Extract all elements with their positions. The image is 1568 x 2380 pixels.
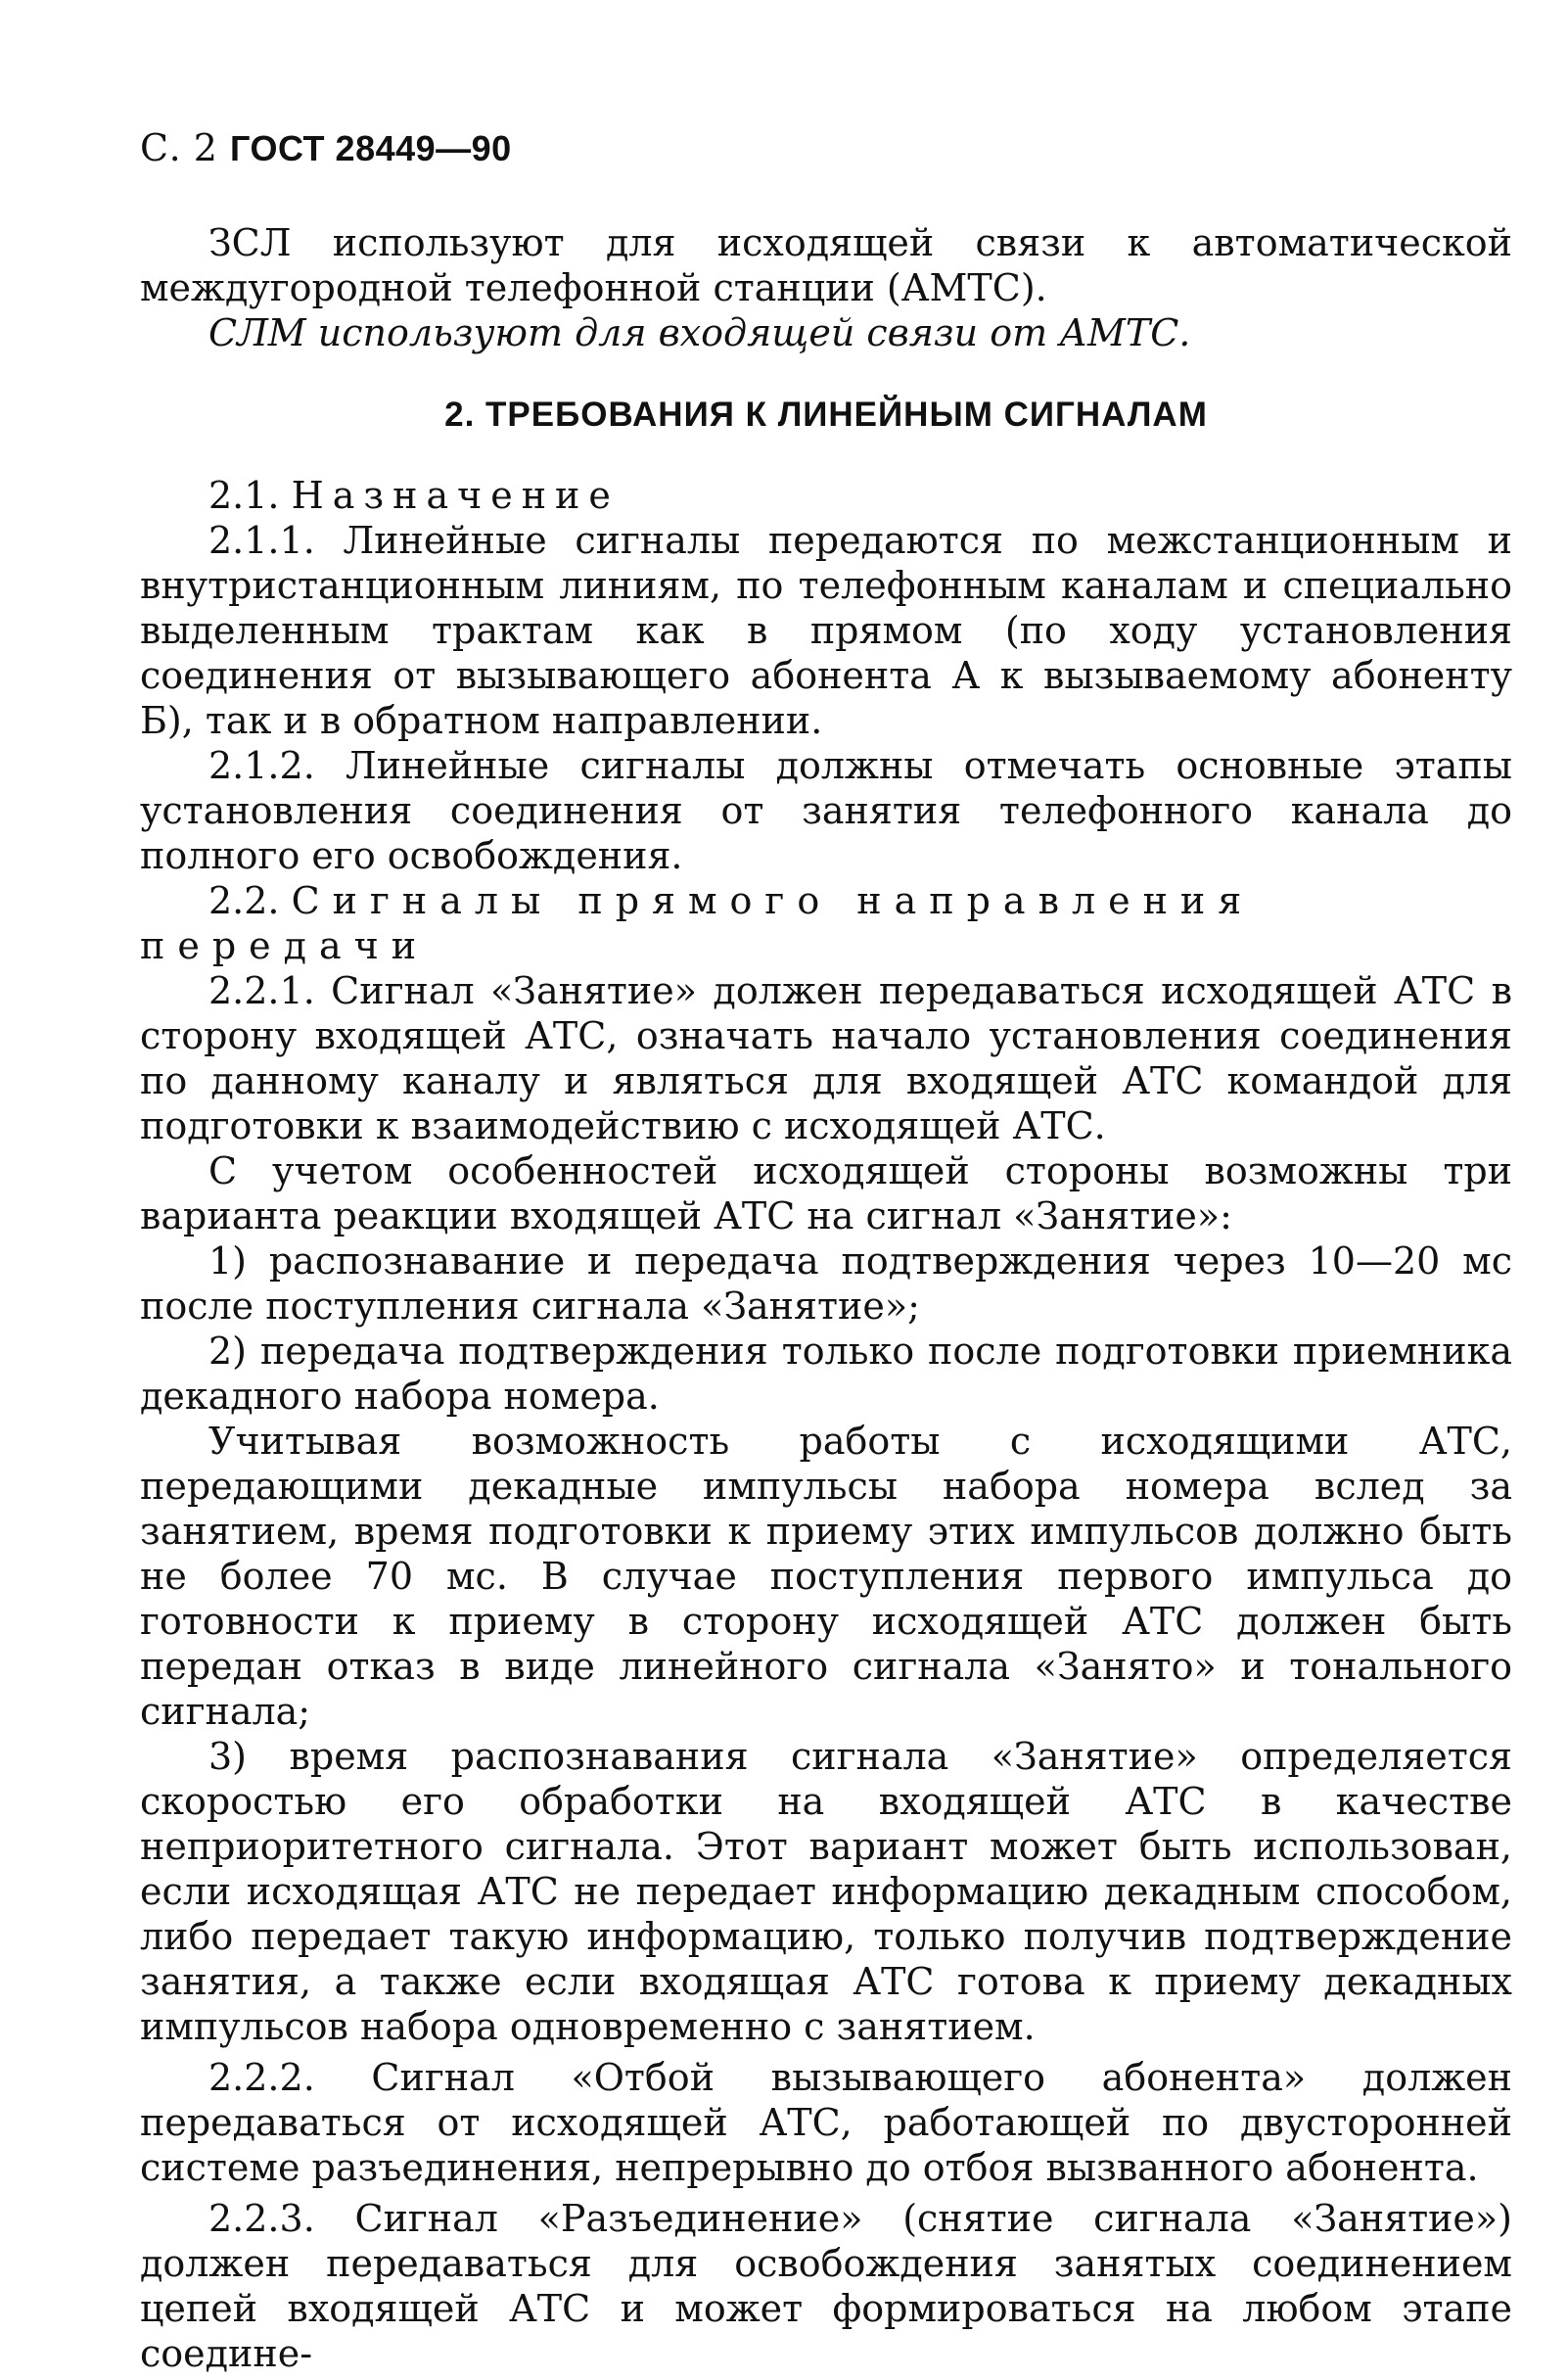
standard-number: ГОСТ 28449—90: [230, 128, 512, 168]
subsection-heading-2-2: [140, 878, 1512, 968]
subsection-number: 2.1.: [208, 474, 280, 517]
paragraph-2-1-1: 2.1.1. Линейные сигналы передаются по межстанционным и внутристанционным линиям, по телефонным каналам и специально выделенным трактам как в прямом (по ходу установления соединения от вызывающего абонента А к вызываемому абоненту Б), так и в обратном направлении.: [140, 519, 1512, 742]
paragraph-variants: С учетом особенностей исходящей стороны возможны три варианта реакции входящей АТС на сигнал «Занятие»:: [140, 1149, 1512, 1237]
paragraph-2-1-2: 2.1.2. Линейные сигналы должны отмечать основные этапы установления соединения от занятия телефонного канала до полного его освобождения.: [140, 744, 1512, 877]
list-item-1: 1) распознавание и передача подтверждения через 10—20 мс после поступления сигнала «Занятие»;: [140, 1239, 1512, 1328]
list-item-3: 3) время распознавания сигнала «Занятие» определяется скоростью его обработки на входящей АТС в качестве неприоритетного сигнала. Этот вариант может быть использован, если исходящая АТС не передает информацию декадным способом, либо передает такую информацию, только получив подтверждение занятия, а также если входящая АТС готова к приему декадных импульсов набора одновременно с занятием.: [140, 1735, 1512, 2048]
subsection-title: Сигналы прямого направления передачи: [140, 879, 1255, 967]
paragraph-2-2-2: 2.2.2. Сигнал «Отбой вызывающего абонента» должен передаваться от исходящей АТС, работающей по двусторонней системе разъединения, непрерывно до отбоя вызванного абонента.: [140, 2056, 1512, 2189]
subsection-number: 2.2.: [208, 879, 280, 922]
page-number: С. 2: [140, 126, 218, 169]
list-item-2: 2) передача подтверждения только после подготовки приемника декадного набора номера.: [140, 1330, 1512, 1418]
subsection-title: Назначение: [291, 474, 620, 517]
subsection-heading-2-1: [140, 473, 1512, 518]
section-heading: 2. ТРЕБОВАНИЯ К ЛИНЕЙНЫМ СИГНАЛАМ: [444, 396, 1208, 434]
intro-paragraph-zsl: ЗСЛ используют для исходящей связи к автоматической междугородной телефонной станции (АМТС).: [140, 221, 1512, 309]
paragraph-2-2-1: 2.2.1. Сигнал «Занятие» должен передаваться исходящей АТС в сторону входящей АТС, означать начало установления соединения по данному каналу и являться для входящей АТС командой для подготовки к взаимодействию с исходящей АТС.: [140, 969, 1512, 1147]
intro-paragraph-slm: СЛМ используют для входящей связи от АМТС.: [208, 311, 1191, 354]
paragraph-decade-pulses: Учитывая возможность работы с исходящими АТС, передающими декадные импульсы набора номера вслед за занятием, время подготовки к приему этих импульсов должно быть не более 70 мс. В случае поступления первого импульса до готовности к приему в сторону исходящей АТС должен быть передан отказ в виде линейного сигнала «Занято» и тонального сигнала;: [140, 1420, 1512, 1733]
body-text: [140, 220, 1512, 2376]
paragraph-2-2-3: 2.2.3. Сигнал «Разъединение» (снятие сигнала «Занятие») должен передаваться для освобождения занятых соединением цепей входящей АТС и может формироваться на любом этапе соедине-: [140, 2197, 1512, 2375]
running-header: [140, 126, 512, 169]
